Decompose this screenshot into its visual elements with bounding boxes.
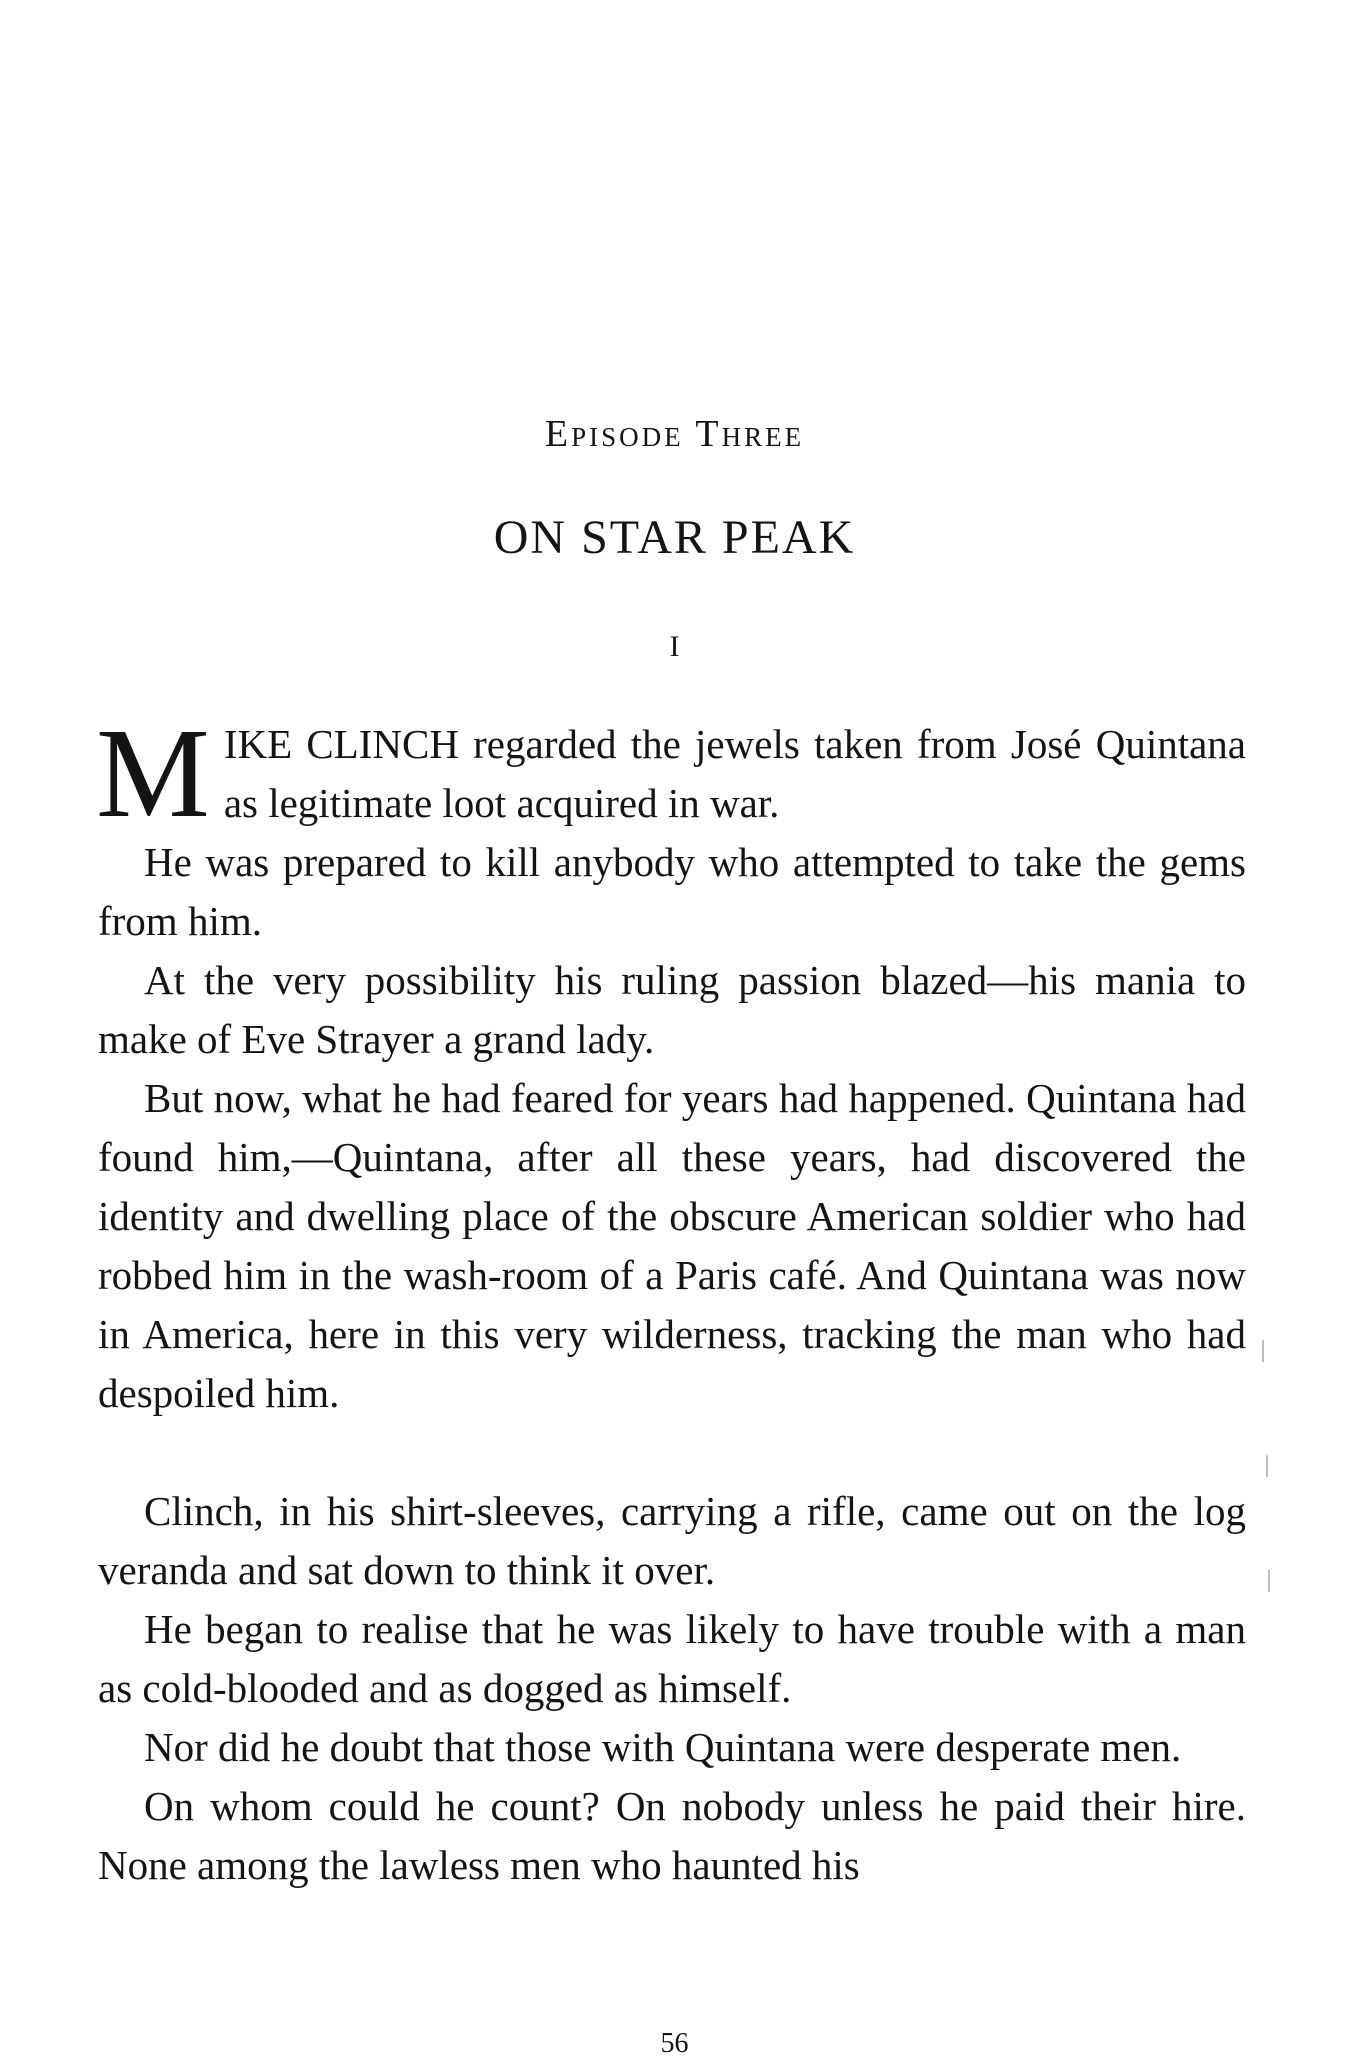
section-number: I <box>669 630 680 663</box>
paragraph-3: At the very possibility his ruling passion blazed—his mania to make of Eve Strayer a grand lady. <box>98 957 1246 1062</box>
drop-cap: M <box>96 702 210 844</box>
paragraph-1-text: IKE CLINCH regarded the jewels taken from José Quintana as legitimate loot acquired in war. <box>223 721 1246 826</box>
scan-artifact <box>1268 1570 1270 1592</box>
episode-heading: Episode Three <box>544 413 805 455</box>
scan-artifact <box>1266 1455 1268 1477</box>
paragraph-7: Nor did he doubt that those with Quintana were desperate men. <box>144 1724 1182 1770</box>
paragraph-6: He began to realise that he was likely to have trouble with a man as cold-blooded and as dogged as himself. <box>98 1606 1246 1711</box>
paragraph-8: On whom could he count? On nobody unless he paid their hire. None among the lawless men who haunted his <box>98 1783 1246 1888</box>
paragraph-5: Clinch, in his shirt-sleeves, carrying a rifle, came out on the log veranda and sat down to think it over. <box>98 1488 1246 1593</box>
scan-artifact <box>1262 1340 1264 1362</box>
body-text <box>96 702 1246 1895</box>
page-number: 56 <box>660 2028 689 2059</box>
paragraph-1 <box>96 702 1246 844</box>
chapter-title: ON STAR PEAK <box>493 511 856 564</box>
paragraph-4: But now, what he had feared for years had happened. Quintana had found him,—Quintana, after all these years, had discovered the identity and dwelling place of the obscure American soldier who had robbed him in the wash-room of a Paris café. And Quintana was now in America, here in this very wilderness, tracking the man who had despoiled him. <box>98 1075 1246 1416</box>
paragraph-2: He was prepared to kill anybody who attempted to take the gems from him. <box>98 839 1246 944</box>
